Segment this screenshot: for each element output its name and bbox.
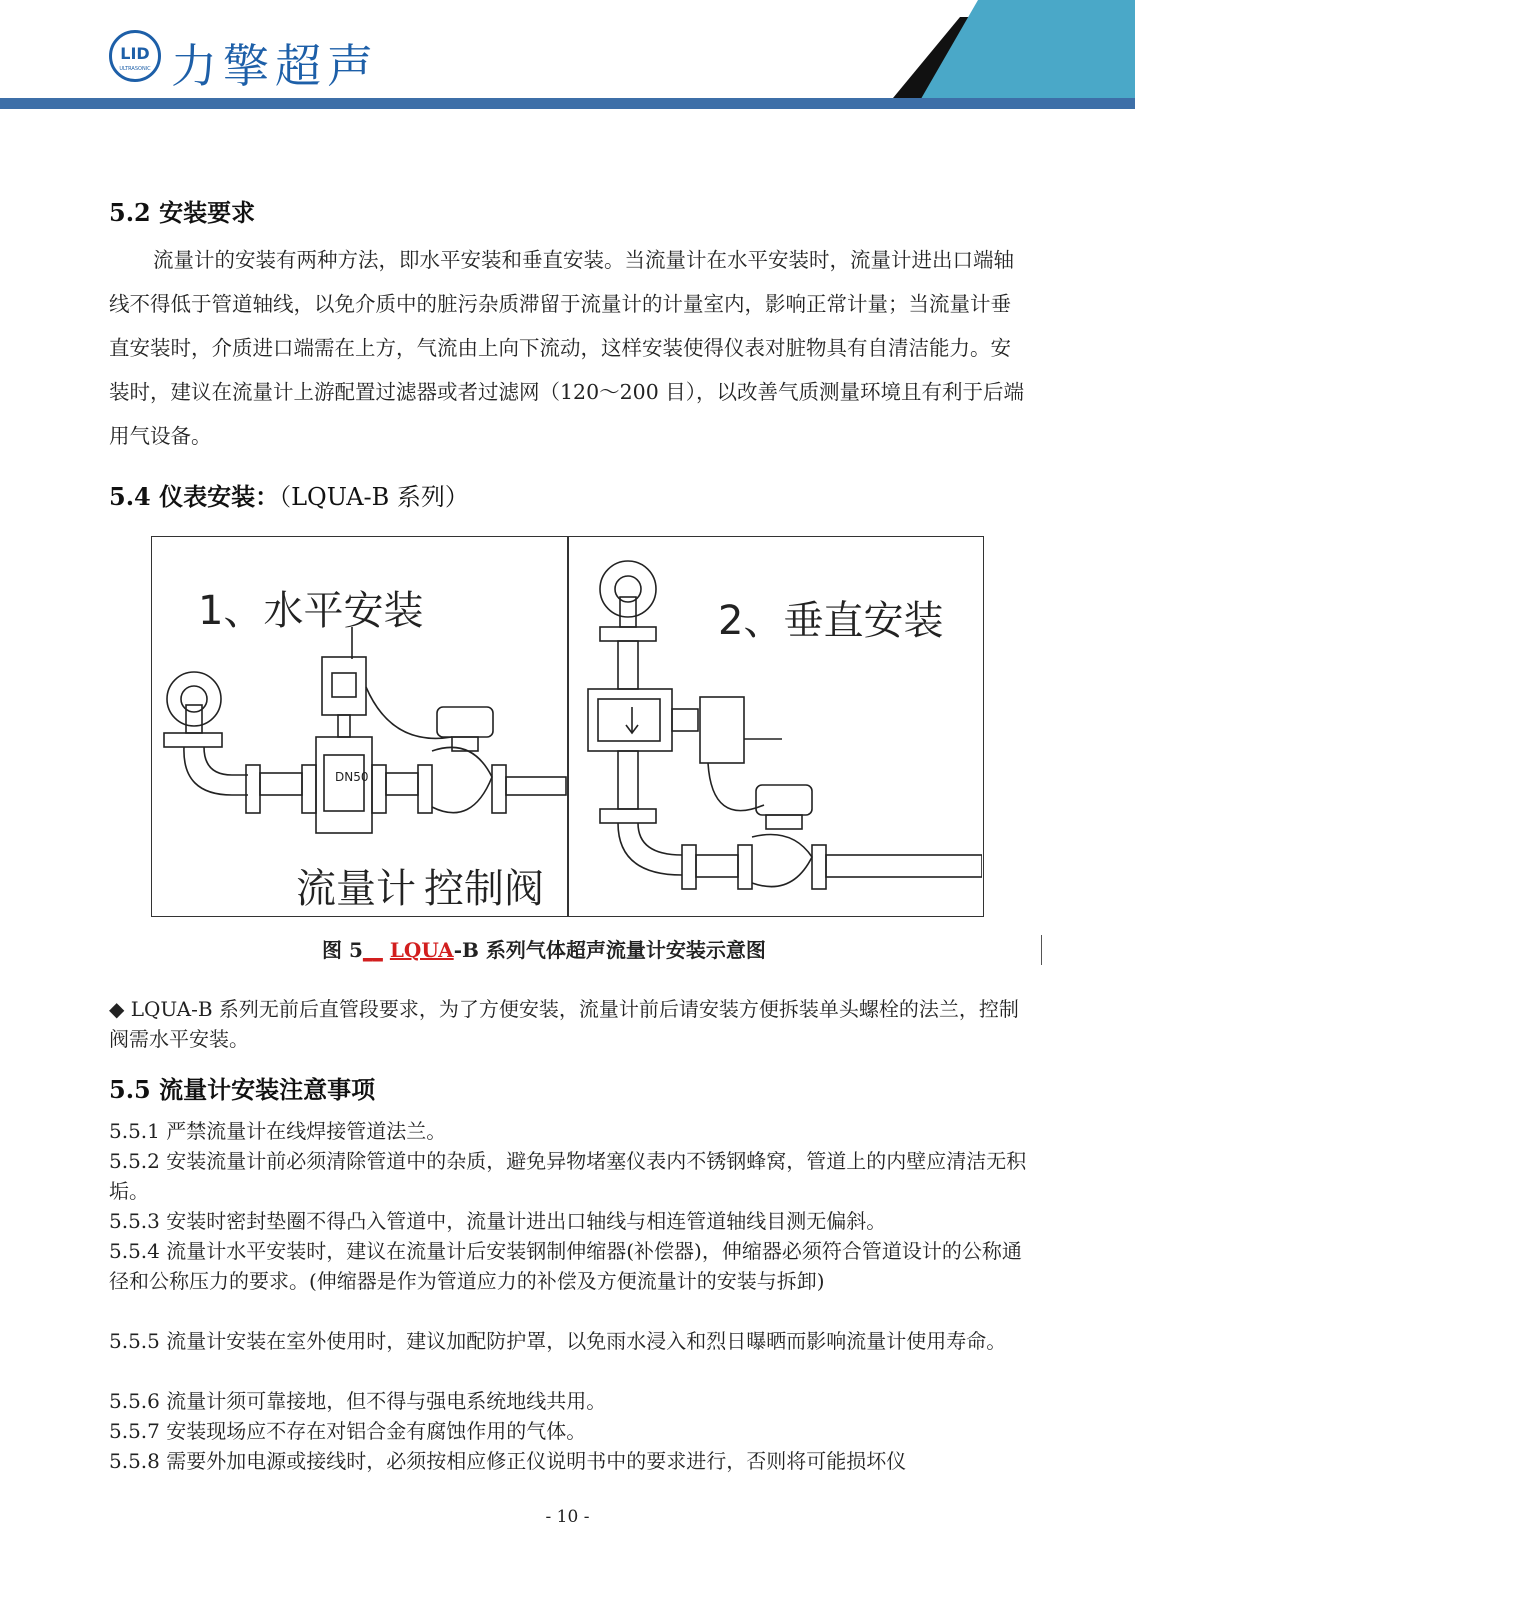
horizontal-install-title: 1、水平安装 <box>198 588 424 634</box>
section-heading-5-5: 5.5 流量计安装注意事项 <box>109 1075 376 1104</box>
section-5-4-title: 5.4 仪表安装： <box>109 482 280 511</box>
page-number: - 10 - <box>545 1507 590 1527</box>
brand-name: 力擎超声 <box>171 39 379 93</box>
company-logo <box>109 30 161 82</box>
caption-underscore: __ <box>362 938 383 962</box>
installation-note: ◆ LQUA-B 系列无前后直管段要求，为了方便安装，流量计前后请安装方便拆装单头螺栓的法兰，控制阀需水平安装。 <box>109 997 1019 1051</box>
section-heading-5-4 <box>109 477 469 512</box>
caption-rest: -B 系列气体超声流量计安装示意图 <box>453 938 766 962</box>
list-item: 5.5.1 严禁流量计在线焊接管道法兰。 <box>109 1119 447 1143</box>
vertical-flowmeter-head <box>700 697 744 763</box>
figure-caption <box>322 934 766 963</box>
diagram-drawing <box>152 537 982 915</box>
list-item: 5.5.4 流量计水平安装时，建议在流量计后安装钢制伸缩器(补偿器)，伸缩器必须符合管道设计的公称通径和公称压力的要求。(伸缩器是作为管道应力的补偿及方便流量计的安装与拆卸) <box>109 1239 1022 1293</box>
list-item: 5.5.8 需要外加电源或接线时，必须按相应修正仪说明书中的要求进行，否则将可能损坏仪 <box>109 1449 907 1473</box>
caption-prefix: 图 5 <box>322 938 363 962</box>
vertical-install-title: 2、垂直安装 <box>718 598 944 644</box>
vertical-valve-actuator <box>756 785 812 815</box>
caption-model: LQUA <box>389 938 454 962</box>
logo-subtext: ULTRASONIC <box>119 66 151 72</box>
flowmeter-label: 流量计 <box>296 866 416 912</box>
list-item: 5.5.2 安装流量计前必须清除管道中的杂质，避免异物堵塞仪表内不锈钢蜂窝，管道上的内壁应清洁无积垢。 <box>109 1149 1027 1203</box>
margin-mark <box>1041 935 1042 965</box>
section-5-4-suffix: （LQUA-B 系列） <box>279 483 469 511</box>
header-blue-bar <box>0 98 1135 109</box>
control-valve-actuator <box>437 707 493 737</box>
header-teal-block <box>918 0 1135 104</box>
page-header <box>0 0 1529 112</box>
vertical-pipeline <box>588 561 982 889</box>
logo-text: LID <box>120 44 150 63</box>
section-heading-5-2: 5.2 安装要求 <box>109 198 256 227</box>
list-item: 5.5.6 流量计须可靠接地，但不得与强电系统地线共用。 <box>109 1389 607 1413</box>
list-item: 5.5.5 流量计安装在室外使用时，建议加配防护罩，以免雨水浸入和烈日曝晒而影响流量计使用寿命。 <box>109 1329 1007 1353</box>
list-item: 5.5.3 安装时密封垫圈不得凸入管道中，流量计进出口轴线与相连管道轴线目测无偏斜。 <box>109 1209 887 1233</box>
installation-diagram <box>151 536 984 917</box>
meter-tag-left: DN50 <box>335 770 369 784</box>
horizontal-pipeline <box>164 627 566 833</box>
flowmeter-head <box>322 657 366 715</box>
valve-label: 控制阀 <box>424 866 544 912</box>
list-item: 5.5.7 安装现场应不存在对铝合金有腐蚀作用的气体。 <box>109 1419 587 1443</box>
section-5-2-body: 流量计的安装有两种方法，即水平安装和垂直安装。当流量计在水平安装时，流量计进出口端轴线不得低于管道轴线，以免介质中的脏污杂质滞留于流量计的计量室内，影响正常计量；当流量计垂直安装时，介质进口端需在上方，气流由上向下流动，这样安装使得仪表对脏物具有自清洁能力。安装时，建议在流量计上游配置过滤器或者过滤网（120～200 目），以改善气质测量环境且有利于后端用气设备。 <box>109 248 1025 448</box>
